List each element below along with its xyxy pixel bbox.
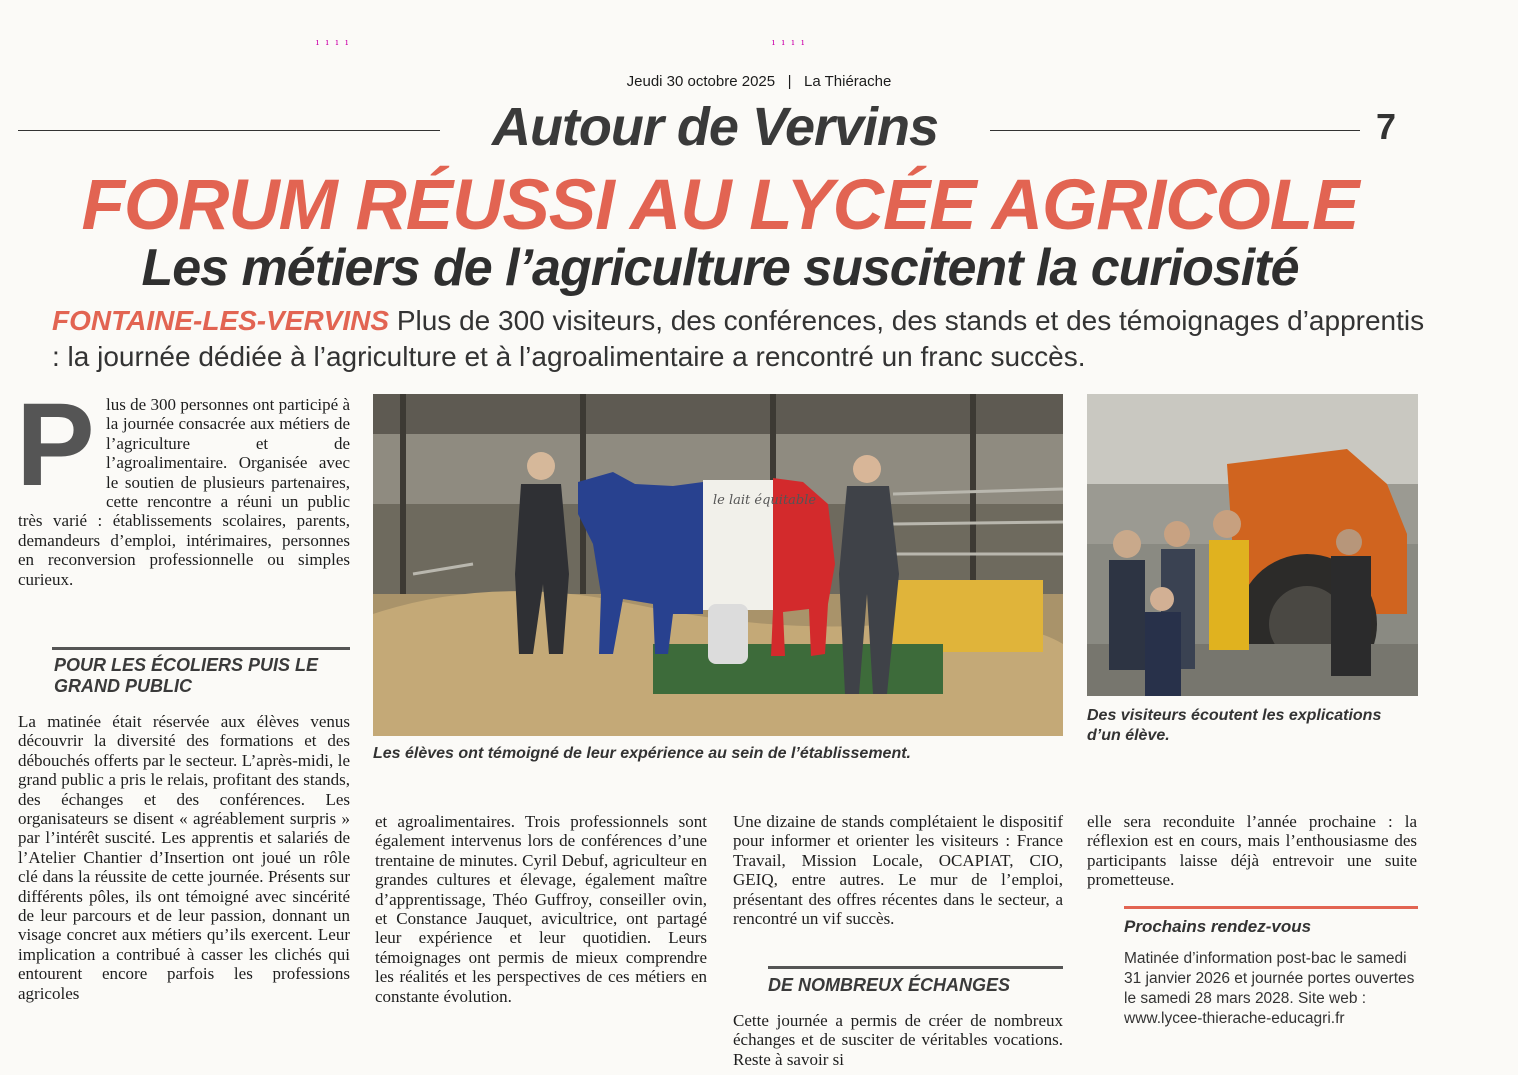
photo-tractor-visitors — [1087, 394, 1418, 696]
subheadline: Les métiers de l’agriculture suscitent la curiosité — [141, 239, 1299, 297]
photo-cow-students — [373, 394, 1063, 736]
lede-text: Plus de 300 visiteurs, des conférences, des stands et des témoignages d’apprentis : la journée dédiée à l’agriculture et à l’agroalimentaire a rencontré un franc succès. — [52, 305, 1425, 372]
header-rule-right — [990, 130, 1360, 131]
column-4-body: elle sera reconduite l’année prochaine : la réflexion est en cours, mais l’enthousiasme des participants laisse déjà entrevoir une suite prometteuse. — [1087, 812, 1417, 890]
info-box-title: Prochains rendez-vous — [1124, 917, 1312, 936]
separator: | — [787, 73, 792, 90]
photo-1-caption: Les élèves ont témoigné de leur expérience au sein de l’établissement. — [373, 745, 911, 762]
column-3-body-continued: Cette journée a permis de créer de nombreux échanges et de susciter de véritables vocations. Reste à savoir si — [733, 1011, 1063, 1069]
info-box-rule — [1124, 906, 1418, 909]
drop-cap: P — [16, 379, 95, 511]
headline: FORUM RÉUSSI AU LYCÉE AGRICOLE — [81, 166, 1359, 245]
dateline — [0, 73, 1518, 90]
lede — [52, 303, 1432, 375]
page-number: 7 — [1376, 106, 1397, 147]
date: Jeudi 30 octobre 2025 — [626, 73, 776, 90]
registration-marks: ı ı ı ı — [316, 38, 351, 48]
column-1-body: La matinée était réservée aux élèves venus découvrir la diversité des formations et des débouchés offerts par le secteur. L’après-midi, le grand public a pris le relais, profitant des stands, des échanges et des conférences. Les organisateurs se disent « agréablement surpris » par l’intérêt suscité. Les apprentis et salariés de l’Atelier Chantier d’Insertion ont joué un rôle clé dans la réussite de cette journée. Présents sur différents pôles, ils ont témoigné avec sincérité de leur parcours et de leur passion, donnant un visage concret aux métiers qu’ils exercent. Leur implication a contribué à casser les clichés qui entourent encore parfois les professions agricoles — [18, 712, 350, 1003]
cow-lettering: le lait équitable — [713, 493, 817, 508]
header-rule-left — [18, 130, 440, 131]
registration-marks: ı ı ı ı — [772, 38, 807, 48]
subhead-echanges: DE NOMBREUX ÉCHANGES — [768, 975, 1011, 995]
subhead-ecoliers: POUR LES ÉCOLIERS PUIS LE GRAND PUBLIC — [54, 655, 319, 696]
column-3-body: Une dizaine de stands complétaient le dispositif pour informer et orienter les visiteurs : France Travail, Mission Locale, OCAPIAT, CIO, GEIQ, entre autres. Le mur de l’emploi, présentant des offres récentes dans le secteur, a rencontré un vif succès. — [733, 812, 1063, 929]
subhead-rule — [52, 647, 350, 650]
photo-2-caption: Des visiteurs écoutent les explications d’un élève. — [1087, 707, 1382, 744]
section-title: Autour de Vervins — [491, 97, 939, 157]
lede-place: FONTAINE-LES-VERVINS — [52, 305, 390, 336]
subhead-rule — [768, 966, 1063, 969]
column-2-body: et agroalimentaires. Trois professionnels sont également intervenus lors de conférences d’une trentaine de minutes. Cyril Debuf, agriculteur en grandes cultures et élevage, également maître d’apprentissage, Théo Guffroy, conseiller ovin, et Constance Jauquet, avicultrice, ont partagé leur expérience et leur quotidien. Leurs témoignages ont permis de mieux comprendre les réalités et les perspectives de ces métiers en constante évolution. — [375, 812, 707, 1006]
info-box-text: Matinée d’information post-bac le samedi 31 janvier 2026 et journée portes ouvertes le samedi 28 mars 2028. Site web : www.lycee-thierache-educagri.fr — [1124, 950, 1415, 1027]
intro-text: lus de 300 personnes ont participé à la journée consacrée aux métiers de l’agriculture et de l’agroalimentaire. Organisée avec le soutien de plusieurs partenaires, cette rencontre a réuni un public très varié : établissements scolaires, parents, demandeurs d’emploi, intérimaires, personnes en reconversion professionnelle ou simples curieux. — [18, 395, 350, 589]
edition-name: La Thiérache — [804, 73, 892, 90]
intro-paragraph — [16, 379, 350, 589]
